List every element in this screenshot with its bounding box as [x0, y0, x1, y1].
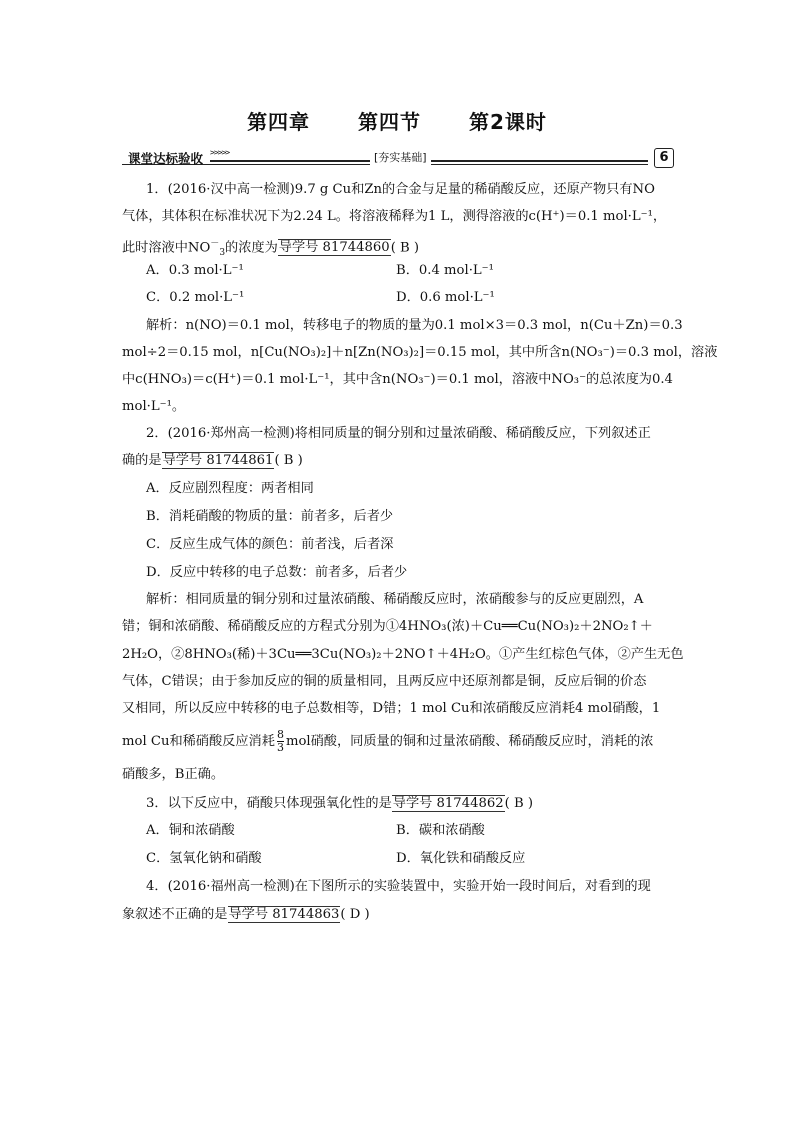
guide-number: 导学号 81744860 — [278, 240, 390, 256]
answer: ( D ) — [340, 907, 370, 922]
guide-number: 导学号 81744862 — [392, 796, 504, 811]
lesson-label: 第2课时 — [469, 110, 547, 134]
fraction: $\frac{8}{3}$ — [276, 728, 284, 754]
q1-option-b: B．0.4 mol·L⁻¹ — [396, 263, 494, 278]
section-bar-tag: [夯实基础] — [370, 149, 431, 165]
q2-option-b: B．消耗硝酸的物质的量：前者多，后者少 — [146, 509, 394, 524]
q2-option-a: A．反应剧烈程度：两者相同 — [146, 481, 314, 496]
q2-explanation: mol Cu和稀硝酸反应消耗 $\frac{8}{3}$ mol硝酸，同质量的铜和过量浓硝酸、稀硝酸反应时，消耗的浓 — [122, 728, 654, 754]
q1-explanation: 中c(HNO₃)＝c(H⁺)＝0.1 mol·L⁻¹，其中含n(NO₃⁻)＝0.1 mol，溶液中NO₃⁻的总浓度为0.4 — [122, 372, 673, 387]
q2-explanation: 2H₂O，②8HNO₃(稀)＋3Cu══3Cu(NO₃)₂＋2NO↑＋4H₂O。①产生红棕色气体，②产生无色 — [122, 647, 684, 662]
q1-line: 气体，其体积在标准状况下为2.24 L。将溶液稀释为1 L，测得溶液的c(H⁺)＝0.1 mol·L⁻¹， — [122, 209, 667, 224]
q3-option-d: D．氧化铁和硝酸反应 — [396, 851, 526, 866]
answer: ( B ) — [390, 240, 420, 256]
q3-option-c: C．氢氧化钠和硝酸 — [146, 851, 262, 866]
chapter-label: 第四章 — [247, 110, 311, 134]
section-bar — [122, 148, 674, 168]
q3-line: 3．以下反应中，硝酸只体现强氧化性的是导学号 81744862( B ) — [146, 796, 534, 811]
q2-option-c: C．反应生成气体的颜色：前者浅，后者深 — [146, 537, 394, 552]
section-number-badge: 6 — [654, 148, 674, 168]
guide-number: 导学号 81744863 — [228, 907, 340, 922]
q2-line: 确的是导学号 81744861( B ) — [122, 453, 303, 468]
page-title — [0, 106, 794, 135]
q1-explanation: mol·L⁻¹。 — [122, 399, 186, 414]
q2-option-d: D．反应中转移的电子总数：前者多，后者少 — [146, 565, 408, 580]
q2-line: 2．(2016·郑州高一检测)将相同质量的铜分别和过量浓硝酸、稀硝酸反应，下列叙述正 — [146, 426, 651, 441]
q4-line: 象叙述不正确的是导学号 81744863( D ) — [122, 907, 370, 922]
explanation-label: 解析： — [146, 592, 186, 607]
q2-explanation: 又相同，所以反应中转移的电子总数相等，D错；1 mol Cu和浓硝酸反应消耗4 mol硝酸，1 — [122, 701, 661, 716]
section-bar-label: 课堂达标验收 — [128, 151, 204, 166]
q4-line: 4．(2016·福州高一检测)在下图所示的实验装置中，实验开始一段时间后，对看到的现 — [146, 879, 651, 894]
q1-explanation: mol÷2＝0.15 mol，n[Cu(NO₃)₂]＋n[Zn(NO₃)₂]＝0.15 mol，其中所含n(NO₃⁻)＝0.3 mol，溶液 — [122, 345, 718, 360]
guide-number: 导学号 81744861 — [162, 453, 274, 468]
explanation-label: 解析： — [146, 318, 186, 333]
answer: ( B ) — [504, 796, 534, 811]
q2-explanation: 错；铜和浓硝酸、稀硝酸反应的方程式分别为①4HNO₃(浓)＋Cu══Cu(NO₃)₂＋2NO₂↑＋ — [122, 619, 653, 634]
q1-option-c: C．0.2 mol·L⁻¹ — [146, 290, 245, 305]
q1-line: 此时溶液中$NO^-_3$的浓度为导学号 81744860( B ) — [122, 239, 420, 259]
arrow-decoration: >>>>> — [210, 148, 230, 157]
q1-line: 1．(2016·汉中高一检测)9.7 g Cu和Zn的合金与足量的稀硝酸反应，还原产物只有NO — [146, 182, 655, 197]
q3-option-a: A．铜和浓硝酸 — [146, 823, 235, 838]
q3-option-b: B．碳和浓硝酸 — [396, 823, 485, 838]
q1-option-a: A．0.3 mol·L⁻¹ — [146, 263, 244, 278]
q2-explanation: 气体，C错误；由于参加反应的铜的质量相同，且两反应中还原剂都是铜，反应后铜的价态 — [122, 674, 647, 689]
q1-explanation: 解析：n(NO)＝0.1 mol，转移电子的物质的量为0.1 mol×3＝0.3 mol，n(Cu＋Zn)＝0.3 — [146, 318, 683, 333]
q1-option-d: D．0.6 mol·L⁻¹ — [396, 290, 495, 305]
answer: ( B ) — [274, 453, 303, 468]
q2-explanation: 解析：相同质量的铜分别和过量浓硝酸、稀硝酸反应时，浓硝酸参与的反应更剧烈，A — [146, 592, 644, 607]
section-label: 第四节 — [358, 110, 422, 134]
q2-explanation: 硝酸多，B正确。 — [122, 767, 225, 782]
